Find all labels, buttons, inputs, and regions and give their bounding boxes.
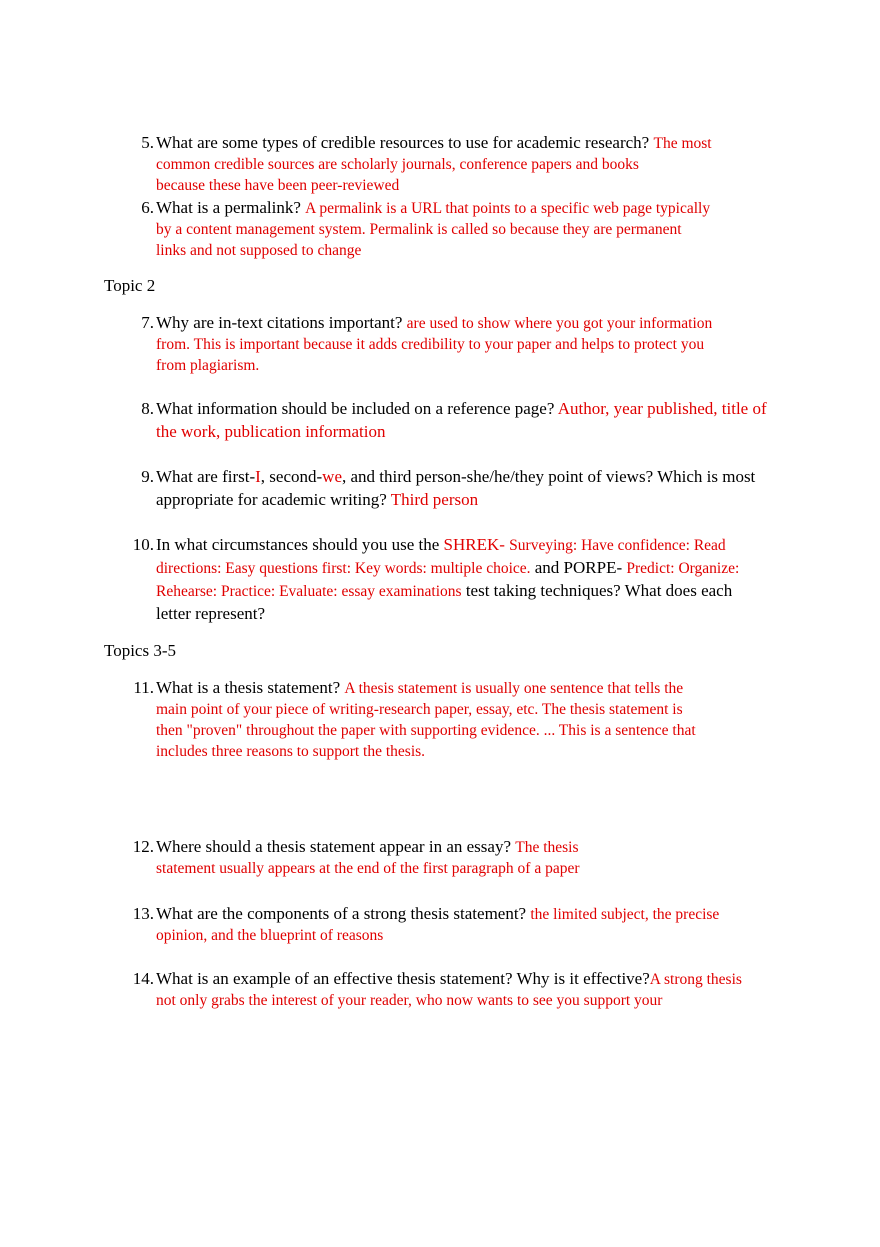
answer-text: the limited subject, the precise <box>530 906 720 923</box>
answer-text: Rehearse: Practice: Evaluate: essay examinations <box>156 583 462 600</box>
question-text: What are the components of a strong thesis statement? <box>156 904 527 923</box>
answer-text: by a content management system. Permalink is called so because they are permanent <box>156 221 682 238</box>
answer-text: Predict: Organize: <box>626 560 740 577</box>
question-number: 7. <box>141 313 154 332</box>
answer-text: includes three reasons to support the thesis. <box>156 743 426 760</box>
answer-text: The most <box>653 135 712 152</box>
question-text: Why are in-text citations important? <box>156 313 403 332</box>
answer-first-person: I <box>255 467 261 486</box>
question-text: Where should a thesis statement appear in an essay? <box>156 837 511 856</box>
question-6 <box>128 197 788 261</box>
question-text: What is an example of an effective thesis statement? Why is it effective? <box>156 969 650 988</box>
answer-text: are used to show where you got your information <box>406 315 713 332</box>
question-text: What is a permalink? <box>156 198 301 217</box>
question-14 <box>128 968 788 1011</box>
question-9 <box>128 465 788 511</box>
answer-text: common credible sources are scholarly journals, conference papers and books <box>156 156 639 173</box>
question-text: , and third person-she/he/they point of views? Which is most <box>342 467 756 486</box>
answer-text: not only grabs the interest of your reader, who now wants to see you support your <box>156 992 663 1009</box>
question-number: 5. <box>141 133 154 152</box>
question-13 <box>128 903 788 946</box>
answer-text: directions: Easy questions first: Key words: multiple choice. <box>156 560 531 577</box>
answer-text: because these have been peer-reviewed <box>156 177 400 194</box>
question-7 <box>128 312 788 376</box>
answer-text: opinion, and the blueprint of reasons <box>156 927 384 944</box>
question-text: What are some types of credible resources to use for academic research? <box>156 133 650 152</box>
answer-text: then "proven" throughout the paper with supporting evidence. ... This is a sentence that <box>156 722 696 739</box>
question-text: and PORPE- <box>534 558 623 577</box>
question-number: 13. <box>132 904 154 923</box>
question-text: What information should be included on a reference page? <box>156 399 555 418</box>
answer-text: Third person <box>390 490 479 509</box>
question-number: 8. <box>141 399 154 418</box>
answer-text: The thesis <box>515 839 579 856</box>
question-10 <box>128 533 788 625</box>
section-heading-topic-2: Topic 2 <box>104 276 156 295</box>
answer-text: links and not supposed to change <box>156 242 362 259</box>
answer-text: Author, year published, title of <box>557 399 767 418</box>
answer-text: statement usually appears at the end of the first paragraph of a paper <box>156 860 580 877</box>
section-heading-topics-3-5: Topics 3-5 <box>104 641 176 660</box>
question-12 <box>128 836 788 879</box>
question-8 <box>128 397 788 443</box>
question-number: 10. <box>132 535 154 554</box>
answer-text: from plagiarism. <box>156 357 260 374</box>
answer-text: from. This is important because it adds credibility to your paper and helps to protect you <box>156 336 705 353</box>
question-text: What is a thesis statement? <box>156 678 341 697</box>
question-text: appropriate for academic writing? <box>156 490 387 509</box>
answer-text: A permalink is a URL that points to a specific web page typically <box>305 200 711 217</box>
question-text: In what circumstances should you use the <box>156 535 440 554</box>
question-number: 6. <box>141 198 154 217</box>
question-number: 14. <box>132 969 154 988</box>
answer-text: the work, publication information <box>156 422 386 441</box>
question-text: What are first- <box>156 467 256 486</box>
question-number: 9. <box>141 467 154 486</box>
answer-text: Surveying: Have confidence: Read <box>509 537 726 554</box>
question-text: test taking techniques? What does each <box>465 581 733 600</box>
question-text: , second- <box>260 467 323 486</box>
question-5 <box>128 132 788 196</box>
answer-text: main point of your piece of writing-research paper, essay, etc. The thesis statement is <box>156 701 683 718</box>
question-number: 11. <box>133 678 154 697</box>
answer-second-person: we <box>322 467 342 486</box>
answer-text: A strong thesis <box>649 971 742 988</box>
answer-text: A thesis statement is usually one sentence that tells the <box>344 680 684 697</box>
question-text: letter represent? <box>156 604 266 623</box>
question-11 <box>128 677 788 762</box>
answer-shrek-label: SHREK- <box>443 535 505 554</box>
question-number: 12. <box>132 837 154 856</box>
